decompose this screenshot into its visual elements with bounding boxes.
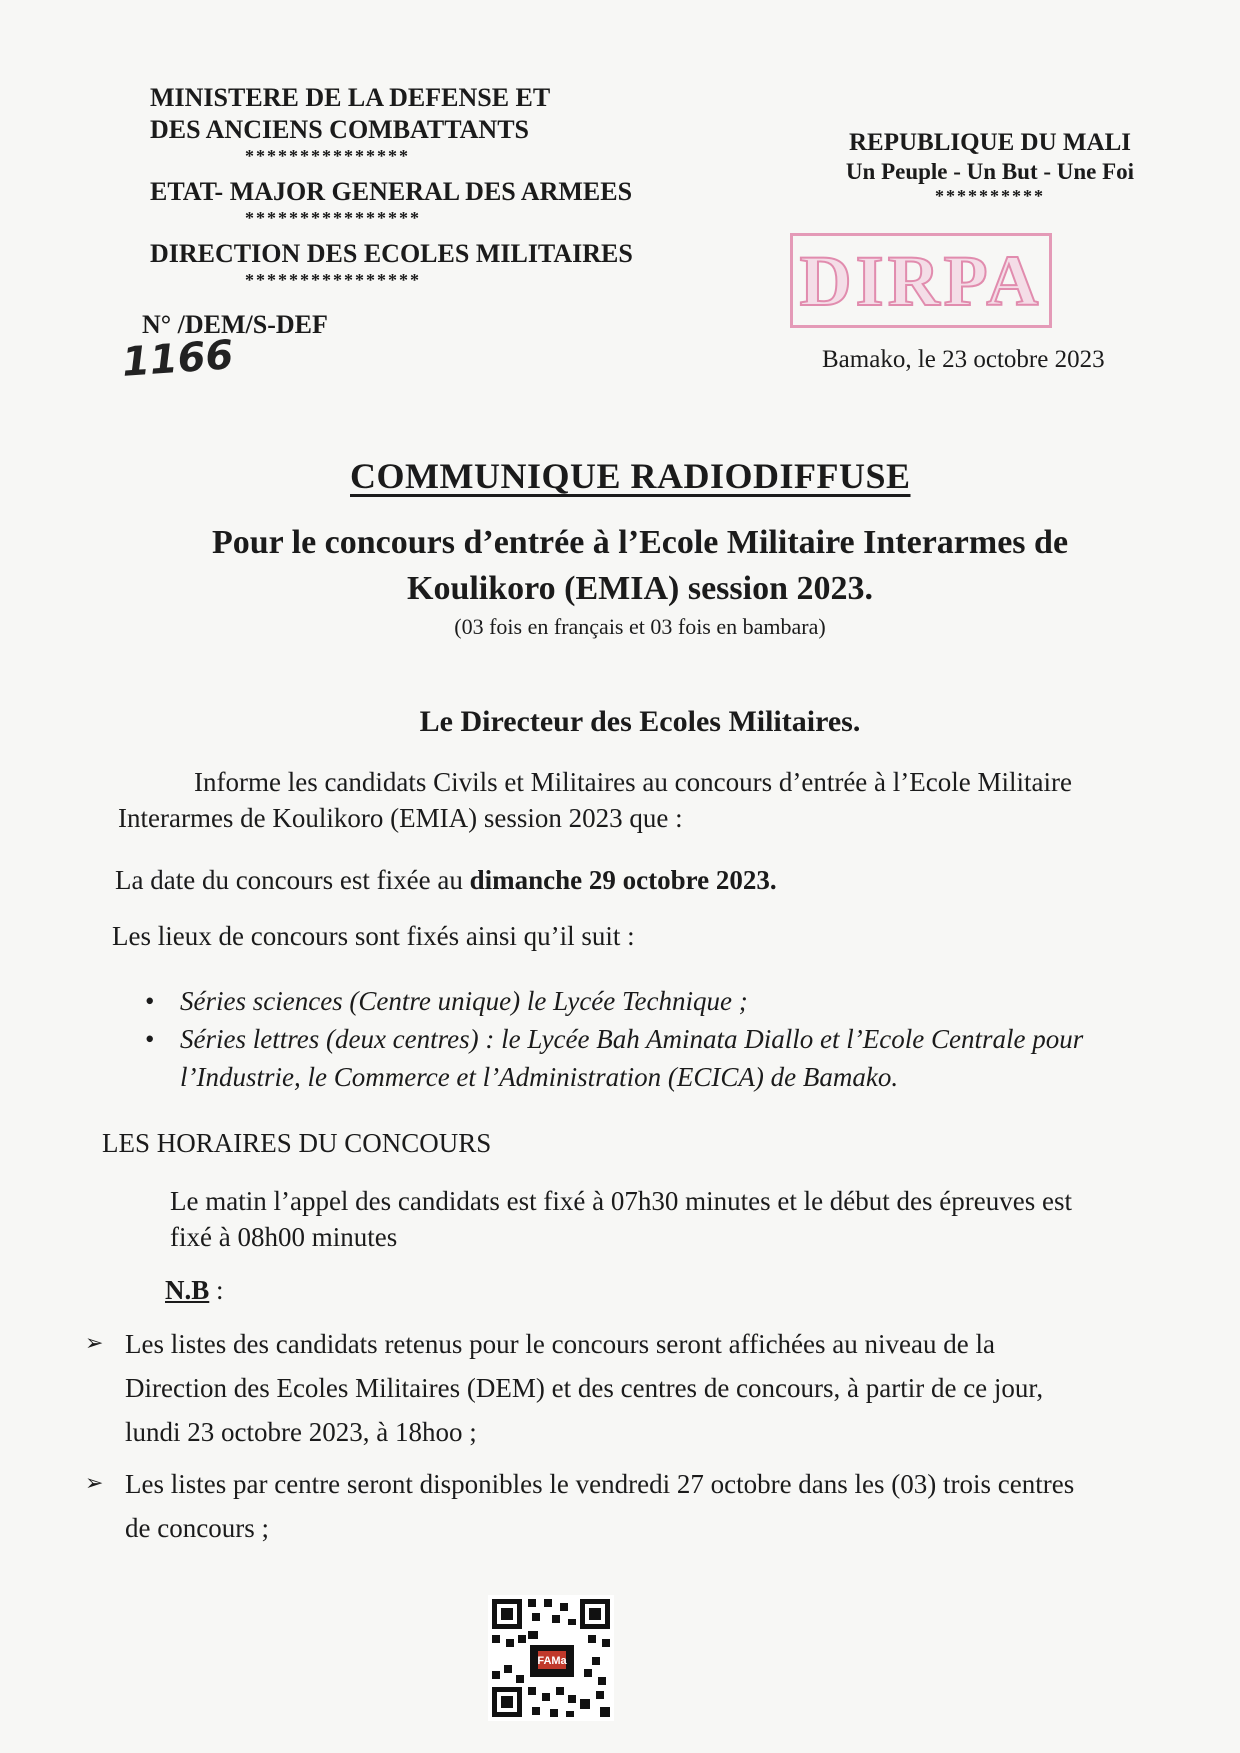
etat-major-line: ETAT- MAJOR GENERAL DES ARMEES bbox=[150, 177, 633, 206]
date-paragraph-text: La date du concours est fixée au bbox=[115, 865, 470, 895]
director-heading: Le Directeur des Ecoles Militaires. bbox=[419, 705, 861, 738]
nb-label-text: N.B bbox=[165, 1275, 210, 1305]
list-item bbox=[85, 1322, 1095, 1454]
stamp-text: DIRPA bbox=[799, 240, 1043, 321]
direction-line: DIRECTION DES ECOLES MILITAIRES bbox=[150, 239, 633, 268]
schedule-heading: LES HORAIRES DU CONCOURS bbox=[102, 1128, 492, 1158]
locations-list bbox=[145, 982, 1125, 1096]
arrow-bullet-icon: ➢ bbox=[85, 1331, 104, 1356]
header-left bbox=[150, 82, 690, 290]
republic-name: REPUBLIQUE DU MALI bbox=[849, 129, 1131, 156]
broadcast-note: (03 fois en français et 03 fois en bambara) bbox=[454, 614, 826, 639]
dirpa-stamp bbox=[790, 233, 1052, 328]
document-title: COMMUNIQUE RADIODIFFUSE bbox=[350, 456, 911, 496]
nb-colon: : bbox=[209, 1275, 224, 1305]
locations-paragraph: Les lieux de concours sont fixés ainsi qu’il suit : bbox=[112, 921, 635, 951]
list-item bbox=[85, 1462, 1095, 1550]
schedule-text: Le matin l’appel des candidats est fixé à 07h30 minutes et le début des épreuves est fixé à 08h00 minutes bbox=[170, 1186, 1072, 1252]
nb-item-text: Les listes des candidats retenus pour le concours seront affichées au niveau de la Direction des Ecoles Militaires (DEM) et des centres de concours, à partir de ce jour, lundi 23 octobre 2023, à 18hoo ; bbox=[125, 1329, 1044, 1447]
reference-number: N° /DEM/S-DEF bbox=[142, 310, 328, 339]
nb-item-text: Les listes par centre seront disponibles le vendredi 27 octobre dans les (03) trois centres de concours ; bbox=[125, 1469, 1075, 1543]
subtitle-line-1: Pour le concours d’entrée à l’Ecole Militaire Interarmes de bbox=[211, 524, 1069, 561]
stars-separator: **************** bbox=[245, 270, 421, 290]
qr-label: FAMa bbox=[537, 1655, 567, 1667]
document-date: Bamako, le 23 octobre 2023 bbox=[822, 346, 1105, 373]
handwritten-number: 1166 bbox=[120, 332, 235, 386]
national-motto: Un Peuple - Un But - Une Foi bbox=[845, 159, 1135, 184]
ministry-line-2: DES ANCIENS COMBATTANTS bbox=[150, 115, 530, 144]
date-paragraph bbox=[115, 862, 777, 898]
list-item: • Séries sciences (Centre unique) le Lycée Technique ; bbox=[145, 982, 1125, 1020]
exam-date: dimanche 29 octobre 2023. bbox=[469, 865, 777, 895]
nb-list bbox=[85, 1322, 1095, 1558]
document-subtitle bbox=[160, 520, 1120, 612]
list-item: • Séries lettres (deux centres) : le Lycée Bah Aminata Diallo et l’Ecole Centrale pour l’Industrie, le Commerce et l’Administration (ECICA) de Bamako. bbox=[145, 1020, 1125, 1096]
ministry-line-1: MINISTERE DE LA DEFENSE ET bbox=[150, 83, 551, 112]
stars-separator: **************** bbox=[245, 208, 421, 228]
stars-separator: ********** bbox=[935, 186, 1045, 206]
subtitle-line-2: Koulikoro (EMIA) session 2023. bbox=[407, 570, 873, 607]
intro-paragraph: Informe les candidats Civils et Militaires au concours d’entrée à l’Ecole Militaire Interarmes de Koulikoro (EMIA) session 2023 que : bbox=[118, 767, 1072, 833]
arrow-bullet-icon: ➢ bbox=[85, 1471, 104, 1496]
header-right bbox=[800, 128, 1180, 206]
stars-separator: *************** bbox=[245, 146, 410, 166]
qr-code-icon bbox=[488, 1595, 614, 1721]
nb-label bbox=[165, 1275, 224, 1306]
